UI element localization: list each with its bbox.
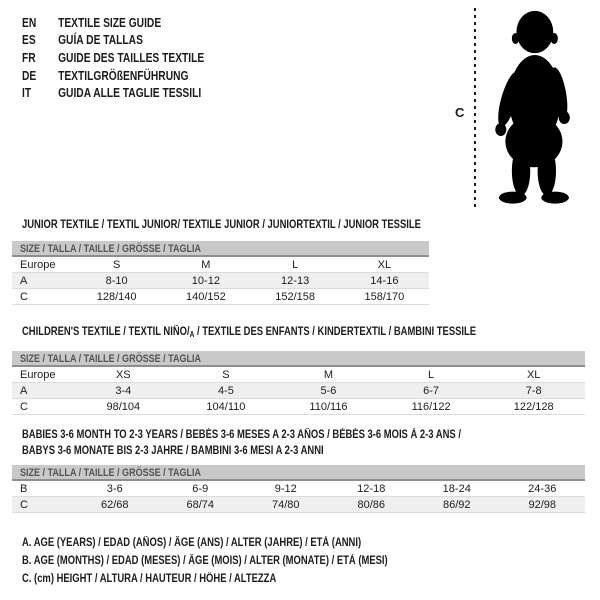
children-size-bar (12, 351, 585, 367)
language-row-fr (22, 49, 204, 67)
size-bar-label: SIZE / TALLA / TAILLE / GRÖSSE / TAGLIA (20, 467, 202, 479)
babies-size-bar (12, 465, 585, 481)
table-row (12, 399, 585, 415)
table-row (12, 481, 585, 497)
table-cell: 86/92 (442, 498, 471, 511)
language-title: GUIDE DES TAILLES TEXTILE (58, 50, 205, 65)
table-cell: 158/170 (364, 290, 405, 303)
table-cell: 10-12 (191, 274, 220, 287)
table-cell: S (222, 368, 230, 381)
table-cell: 6-7 (423, 384, 440, 397)
table-cell: 122/128 (513, 400, 554, 413)
language-code: FR (22, 50, 36, 65)
language-code: IT (22, 86, 32, 101)
junior-size-table (12, 241, 429, 305)
row-label: A (20, 274, 28, 287)
table-cell: M (201, 258, 211, 271)
table-cell: 80/86 (357, 498, 386, 511)
row-label: C (20, 498, 28, 511)
language-list (22, 14, 244, 102)
table-cell: 110/116 (309, 400, 348, 413)
table-cell: 9-12 (274, 482, 297, 495)
table-row (12, 289, 429, 305)
table-cell: 92/98 (528, 498, 557, 511)
table-cell: 128/140 (96, 290, 137, 303)
table-cell: L (428, 368, 435, 381)
language-row-de (22, 67, 204, 85)
language-code: EN (22, 15, 37, 30)
babies-size-table (12, 465, 585, 513)
height-measure-label: C (455, 105, 465, 120)
baby-silhouette (487, 7, 579, 207)
table-cell: 7-8 (525, 384, 542, 397)
children-title-post: / TEXTILE DES ENFANTS / KINDERTEXTIL / BAMBINI TESSILE (194, 326, 477, 338)
row-label: A (20, 384, 28, 397)
table-cell: 18-24 (442, 482, 471, 495)
table-cell: 6-9 (192, 482, 209, 495)
language-title: GUÍA DE TALLAS (58, 33, 143, 48)
junior-size-bar (12, 241, 429, 257)
language-row-en (22, 14, 204, 32)
table-cell: 140/152 (185, 290, 226, 303)
language-code: DE (22, 68, 37, 83)
table-cell: 12-13 (281, 274, 310, 287)
row-label: Europe (20, 258, 56, 271)
table-row (12, 257, 429, 273)
table-cell: 98/104 (106, 400, 141, 413)
table-cell: 74/80 (271, 498, 300, 511)
babies-title-line2: BABYS 3-6 MONATE BIS 2-3 JAHRE / BAMBINI 3-6 MESI A 2-3 ANNI (22, 445, 324, 457)
row-label: C (20, 400, 28, 413)
table-cell: 24-36 (528, 482, 557, 495)
language-row-it (22, 84, 204, 102)
row-label: C (20, 290, 28, 303)
table-cell: 12-18 (357, 482, 386, 495)
table-cell: 4-5 (217, 384, 234, 397)
language-title: GUIDA ALLE TAGLIE TESSILI (58, 86, 202, 101)
table-cell: 62/68 (100, 498, 129, 511)
table-cell: XL (377, 258, 392, 271)
measure-legend (22, 534, 468, 588)
babies-section-title (22, 427, 461, 459)
children-title-pre: CHILDREN'S TEXTILE / TEXTIL NIÑO/ (22, 326, 190, 338)
table-row (12, 273, 429, 289)
table-cell: M (323, 368, 334, 381)
babies-title-line1: BABIES 3-6 MONTH TO 2-3 YEARS / BEBÉS 3-6 MESES A 2-3 AÑOS / BÉBÉS 3-6 MOIS À 2-3 ANS / (22, 429, 461, 441)
table-cell: 104/110 (206, 400, 246, 413)
row-label: B (20, 482, 28, 495)
table-cell: 152/158 (275, 290, 315, 303)
table-cell: XS (115, 368, 131, 381)
children-title-sub: A (189, 330, 195, 339)
children-size-table (12, 351, 585, 415)
size-bar-label: SIZE / TALLA / TAILLE / GRÖSSE / TAGLIA (20, 243, 202, 255)
table-cell: S (112, 258, 121, 271)
legend-line-b: B. AGE (MONTHS) / EDAD (MESES) / ÂGE (MOIS) / ALTER (MONATE) / ETÀ (MESI) (22, 555, 388, 567)
size-bar-label: SIZE / TALLA / TAILLE / GRÖSSE / TAGLIA (20, 353, 202, 365)
children-section-title (22, 324, 476, 343)
language-row-es (22, 32, 204, 50)
junior-section-title: JUNIOR TEXTILE / TEXTIL JUNIOR/ TEXTILE JUNIOR / JUNIORTEXTIL / JUNIOR TESSILE (22, 219, 421, 231)
table-row (12, 383, 585, 399)
legend-line-c: C. (cm) HEIGHT / ALTURA / HAUTEUR / HÖHE / ALTEZZA (22, 573, 277, 585)
row-label: Europe (20, 368, 56, 381)
language-code: ES (22, 33, 36, 48)
legend-line-a: A. AGE (YEARS) / EDAD (AÑOS) / ÂGE (ANS) / ALTER (JAHRE) / ETÀ (ANNI) (22, 537, 362, 549)
table-cell: 14-16 (370, 274, 399, 287)
table-cell: 116/122 (411, 400, 451, 413)
table-cell: 3-6 (106, 482, 123, 495)
table-cell: 8-10 (105, 274, 128, 287)
language-title: TEXTILGRÖßENFÜHRUNG (58, 68, 189, 83)
table-cell: 5-6 (320, 384, 337, 397)
table-row (12, 367, 585, 383)
table-cell: L (292, 258, 299, 271)
table-cell: 68/74 (186, 498, 215, 511)
language-title: TEXTILE SIZE GUIDE (58, 15, 162, 30)
table-row (12, 497, 585, 513)
height-measure-dotted-line (474, 8, 476, 208)
table-cell: XL (526, 368, 541, 381)
table-cell: 3-4 (115, 384, 132, 397)
